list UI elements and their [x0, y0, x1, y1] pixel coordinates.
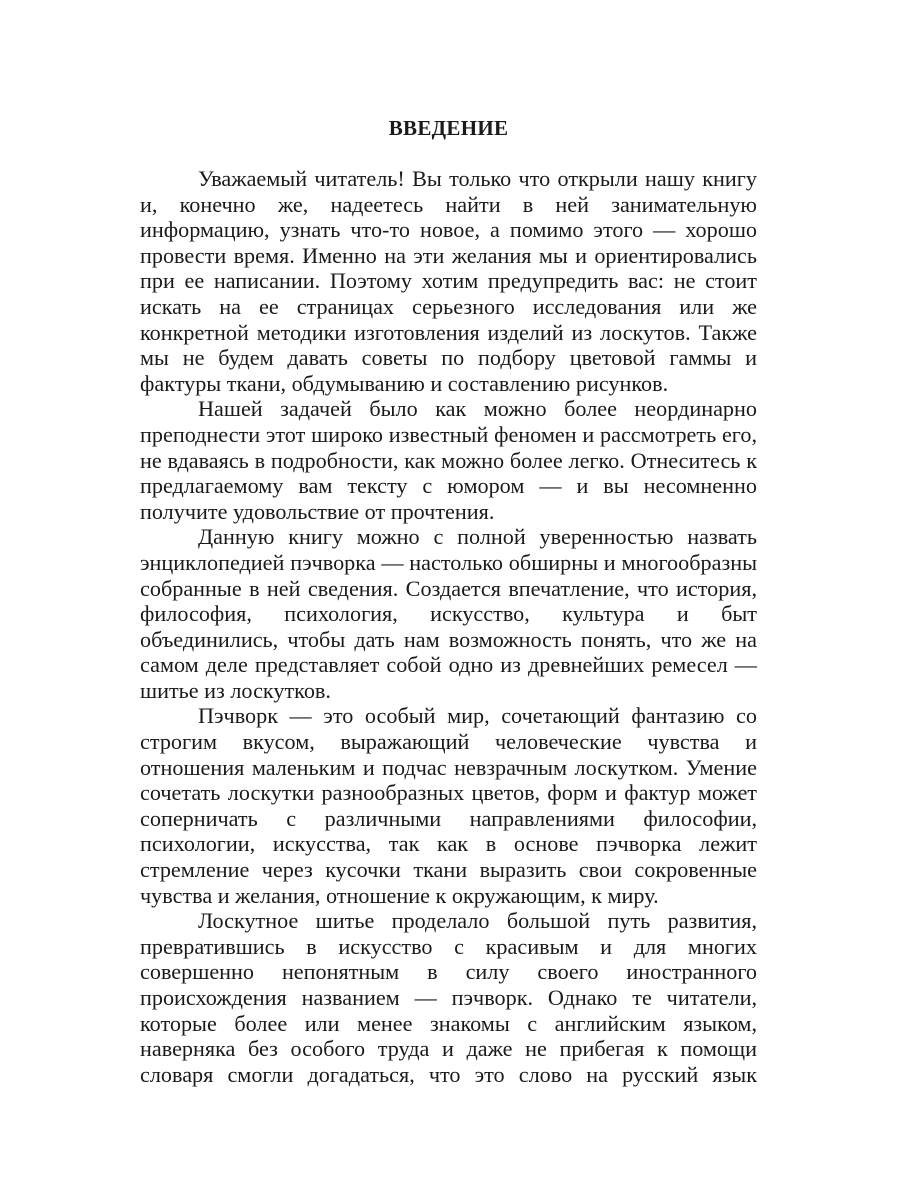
paragraph-1: Уважаемый читатель! Вы только что открыли нашу книгу и, конечно же, надеетесь найти в ней занимательную информацию, узнать что-то новое, а помимо этого — хорошо провести время. Именно на эти желания мы и ориентировались при ее написании. Поэтому хотим предупредить вас: не стоит искать на ее страницах серьезного исследования или же конкретной методики изготовления изделий из лоскутов. Также мы не будем давать советы по подбору цветовой гаммы и фактуры ткани, обдумыванию и составлению рисунков.	[140, 166, 757, 396]
paragraph-5: Лоскутное шитье проделало большой путь развития, превратившись в искусство с красивым и для многих совершенно непонятным в силу своего иностранного происхождения названием — пэчворк. Однако те читатели, которые более или менее знакомы с английским языком, наверняка без особого труда и даже не прибегая к помощи словаря смогли догадаться, что это слово на русский язык	[140, 908, 757, 1087]
paragraph-3: Данную книгу можно с полной уверенностью назвать энциклопедией пэчворка — настолько обширны и многообразны собранные в ней сведения. Создается впечатление, что история, философия, психология, искусство, культура и быт объединились, чтобы дать нам возможность понять, что же на самом деле представляет собой одно из древнейших ремесел — шитье из лоскутков.	[140, 524, 757, 703]
paragraph-4: Пэчворк — это особый мир, сочетающий фантазию со строгим вкусом, выражающий человеческие чувства и отношения маленьким и подчас невзрачным лоскутком. Умение сочетать лоскутки разнообразных цветов, форм и фактур может соперничать с различными направлениями философии, психологии, искусства, так как в основе пэчворка лежит стремление через кусочки ткани выразить свои сокровенные чувства и желания, отношение к окружающим, к миру.	[140, 703, 757, 908]
book-page	[140, 114, 757, 1087]
chapter-title: ВВЕДЕНИЕ	[388, 116, 509, 140]
paragraph-2: Нашей задачей было как можно более неординарно преподнести этот широко известный феномен и рассмотреть его, не вдаваясь в подробности, как можно более легко. Отнеситесь к предлагаемому вам тексту с юмором — и вы несомненно получите удовольствие от прочтения.	[140, 396, 757, 524]
